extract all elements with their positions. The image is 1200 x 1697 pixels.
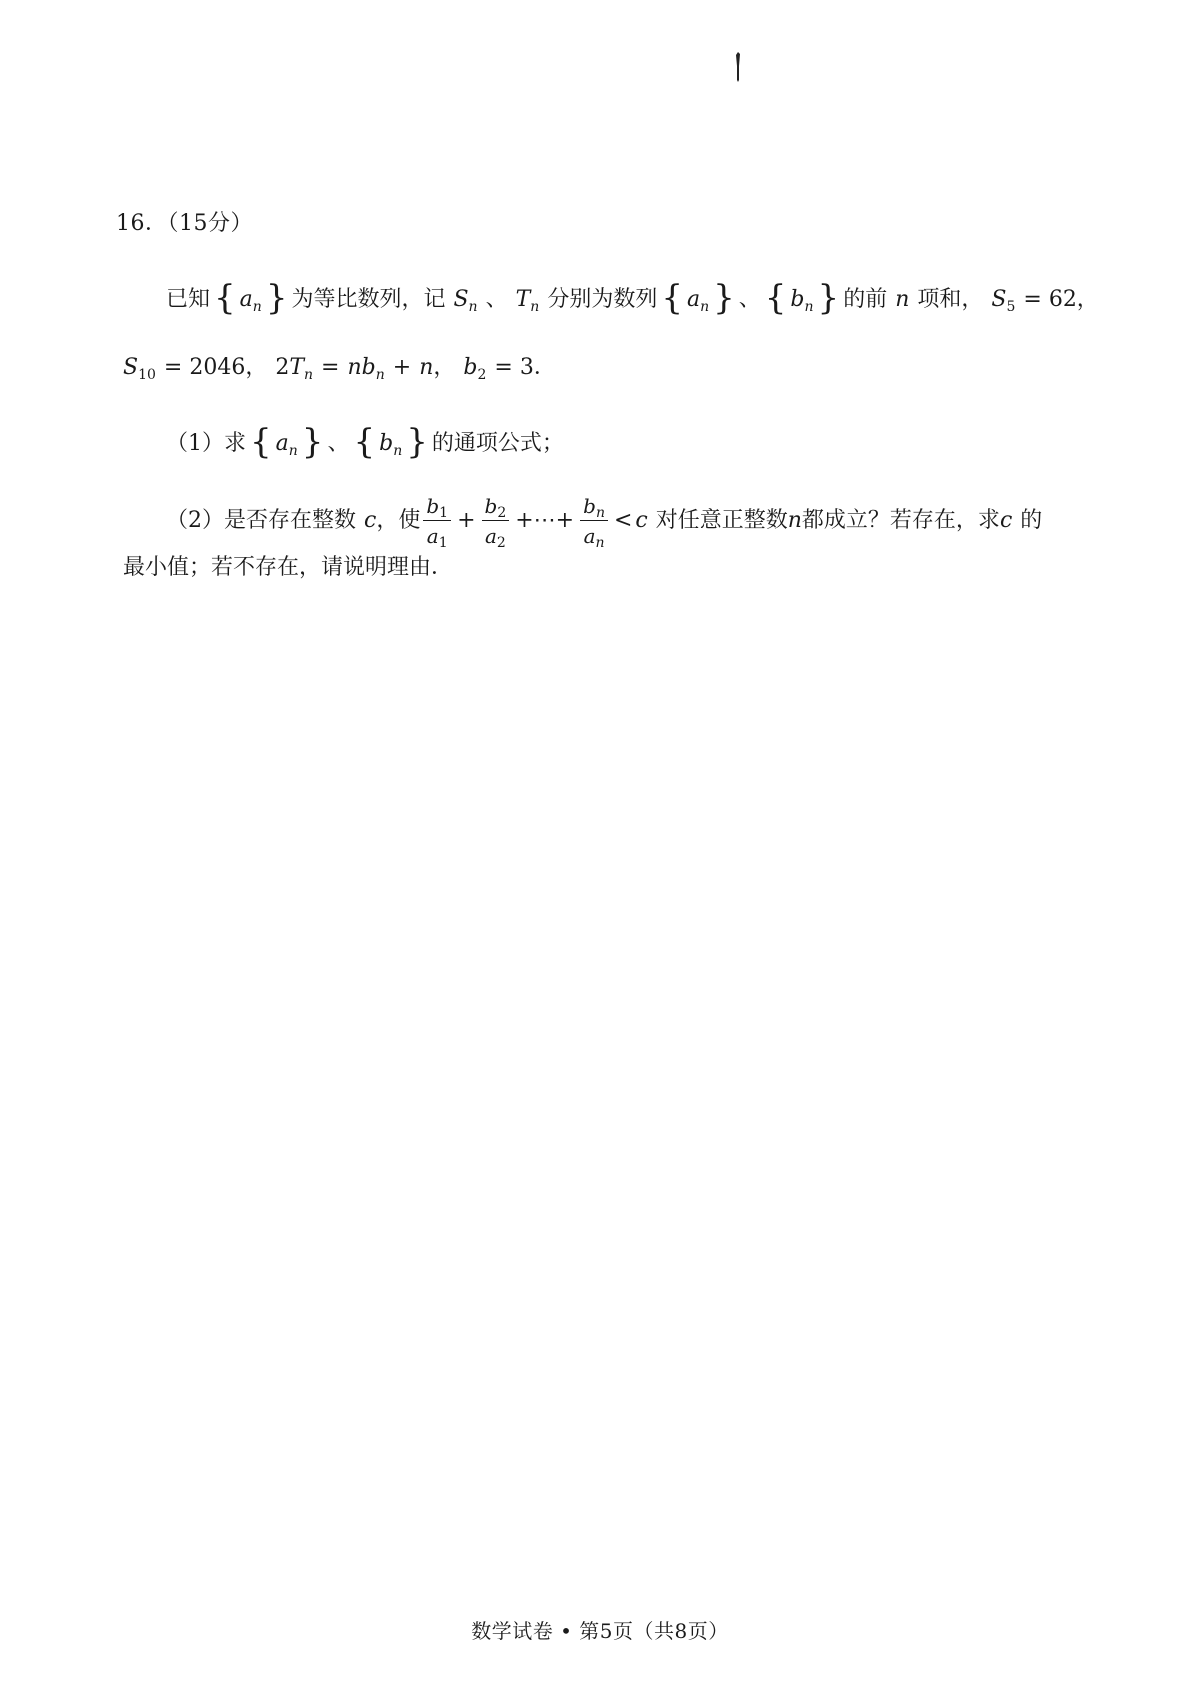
fraction-b2-a2: $\frac{b_2}{a_2}$ <box>482 495 510 548</box>
fraction-bn-an: $\frac{b_n}{a_n}$ <box>580 495 608 548</box>
sub-question-1: （1）求 { a n } 、 { b n } 的通项公式； <box>166 422 564 462</box>
fraction-b1-a1: $\frac{b_1}{a_1}$ <box>423 495 451 548</box>
question-number: 16．（15分） <box>116 211 253 236</box>
sub-question-2: （2）是否存在整数 c ，使 $\frac{b_1}{a_1}$ + $\frac{b_2}{a_2}$ +⋯+ $\frac{b_n}{a_n}$ < c 对任意正整数 n 都成立？若存在，求 c 的 <box>166 493 1043 551</box>
sub-question-2-continued: 最小值；若不存在，请说明理由． <box>123 555 454 580</box>
scan-mark <box>736 52 741 82</box>
page-footer: 数学试卷 • 第5页（共8页） <box>471 1619 729 1643</box>
problem-statement-line-1: 已知 { a n } 为等比数列，记 S n 、 T n 分别为数列 { a n } 、 { b n } 的前 n 项和， S 5 = 62， <box>166 278 1099 318</box>
problem-statement-line-2: S 10 = 2046， 2 T n = nb n + n ， b 2 = 3． <box>123 355 556 383</box>
